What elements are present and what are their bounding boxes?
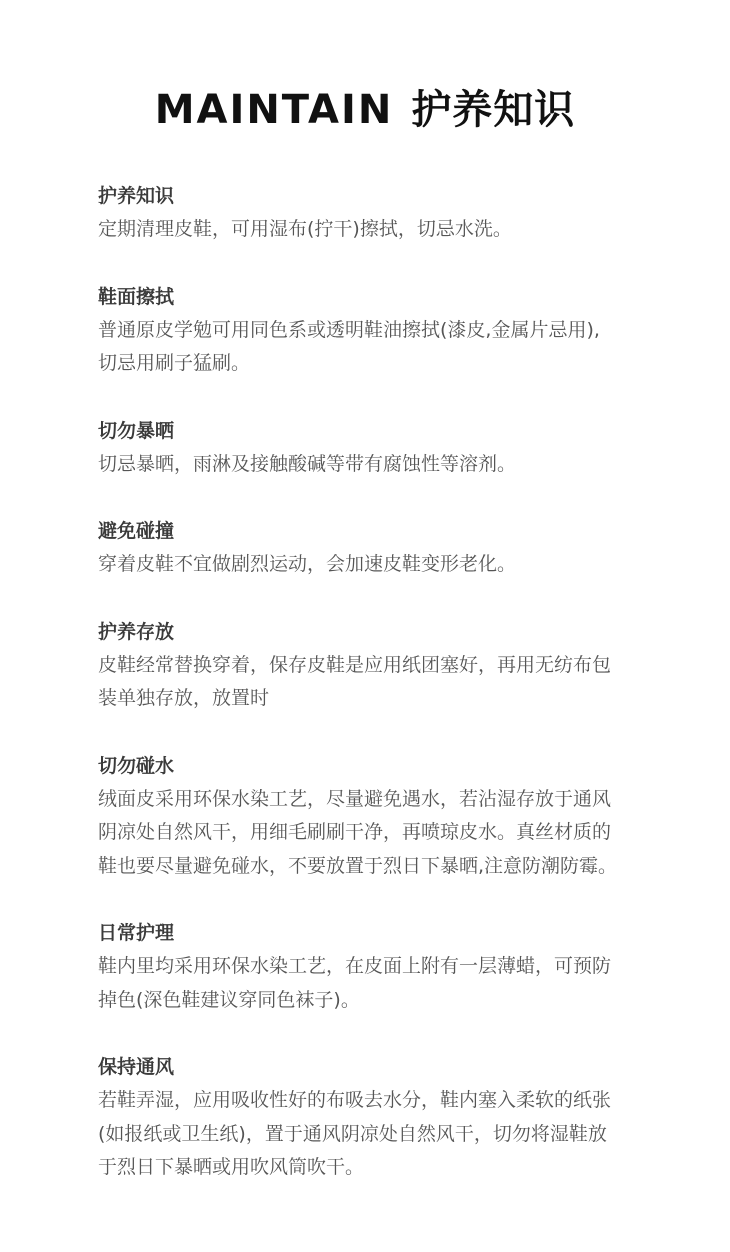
section-title: 切勿暴晒 [98, 419, 175, 442]
section-title: 切勿碰水 [98, 754, 175, 777]
section-title: 保持通风 [98, 1056, 175, 1078]
page-title-cn: 护养知识 [411, 86, 576, 133]
section-title: 日常护理 [98, 922, 175, 944]
section-body: 普通原皮学勉可用同色系或透明鞋油擦拭(漆皮,金属片忌用), 切忌用刷子猛刷。 [98, 318, 600, 374]
section-title: 鞋面擦拭 [98, 285, 175, 308]
section-body: 定期清理皮鞋，可用湿布(拧干)擦拭，切忌水洗。 [98, 218, 512, 240]
care-sections [98, 180, 678, 1219]
section-title: 护养存放 [98, 620, 175, 643]
section-body: 鞋内里均采用环保水染工艺，在皮面上附有一层薄蜡，可预防 掉色(深色鞋建议穿同色袜子)。 [98, 955, 612, 1011]
section-title: 避免碰撞 [98, 520, 175, 542]
section-upper-wiping [98, 281, 678, 381]
section-body: 皮鞋经常替换穿着，保存皮鞋是应用纸团塞好，再用无纺布包 装单独存放，放置时 [98, 653, 612, 709]
section-avoid-collision [98, 515, 678, 582]
section-body: 穿着皮鞋不宜做剧烈运动，会加速皮鞋变形老化。 [98, 553, 517, 575]
section-body: 若鞋弄湿，应用吸收性好的布吸去水分，鞋内塞入柔软的纸张 (如报纸或卫生纸)，置于通风阴凉处自然风干，切勿将湿鞋放 于烈日下暴晒或用吹风筒吹干。 [98, 1089, 612, 1178]
section-avoid-water [98, 750, 678, 884]
section-care-knowledge [98, 180, 678, 247]
section-title: 护养知识 [98, 185, 175, 207]
page-title-en: MAINTAIN [154, 86, 394, 133]
section-ventilation [98, 1051, 678, 1185]
section-no-sun-exposure [98, 415, 678, 482]
section-daily-care [98, 917, 678, 1017]
page-title [0, 83, 730, 137]
section-body: 切忌暴晒，雨淋及接触酸碱等带有腐蚀性等溶剂。 [98, 452, 517, 475]
section-body: 绒面皮采用环保水染工艺，尽量避免遇水，若沾湿存放于通风 阴凉处自然风干，用细毛刷刷干净，再喷琼皮水。真丝材质的 鞋也要尽量避免碰水，不要放置于烈日下暴晒,注意防潮防霉。 [98, 787, 618, 877]
section-storage [98, 616, 678, 716]
